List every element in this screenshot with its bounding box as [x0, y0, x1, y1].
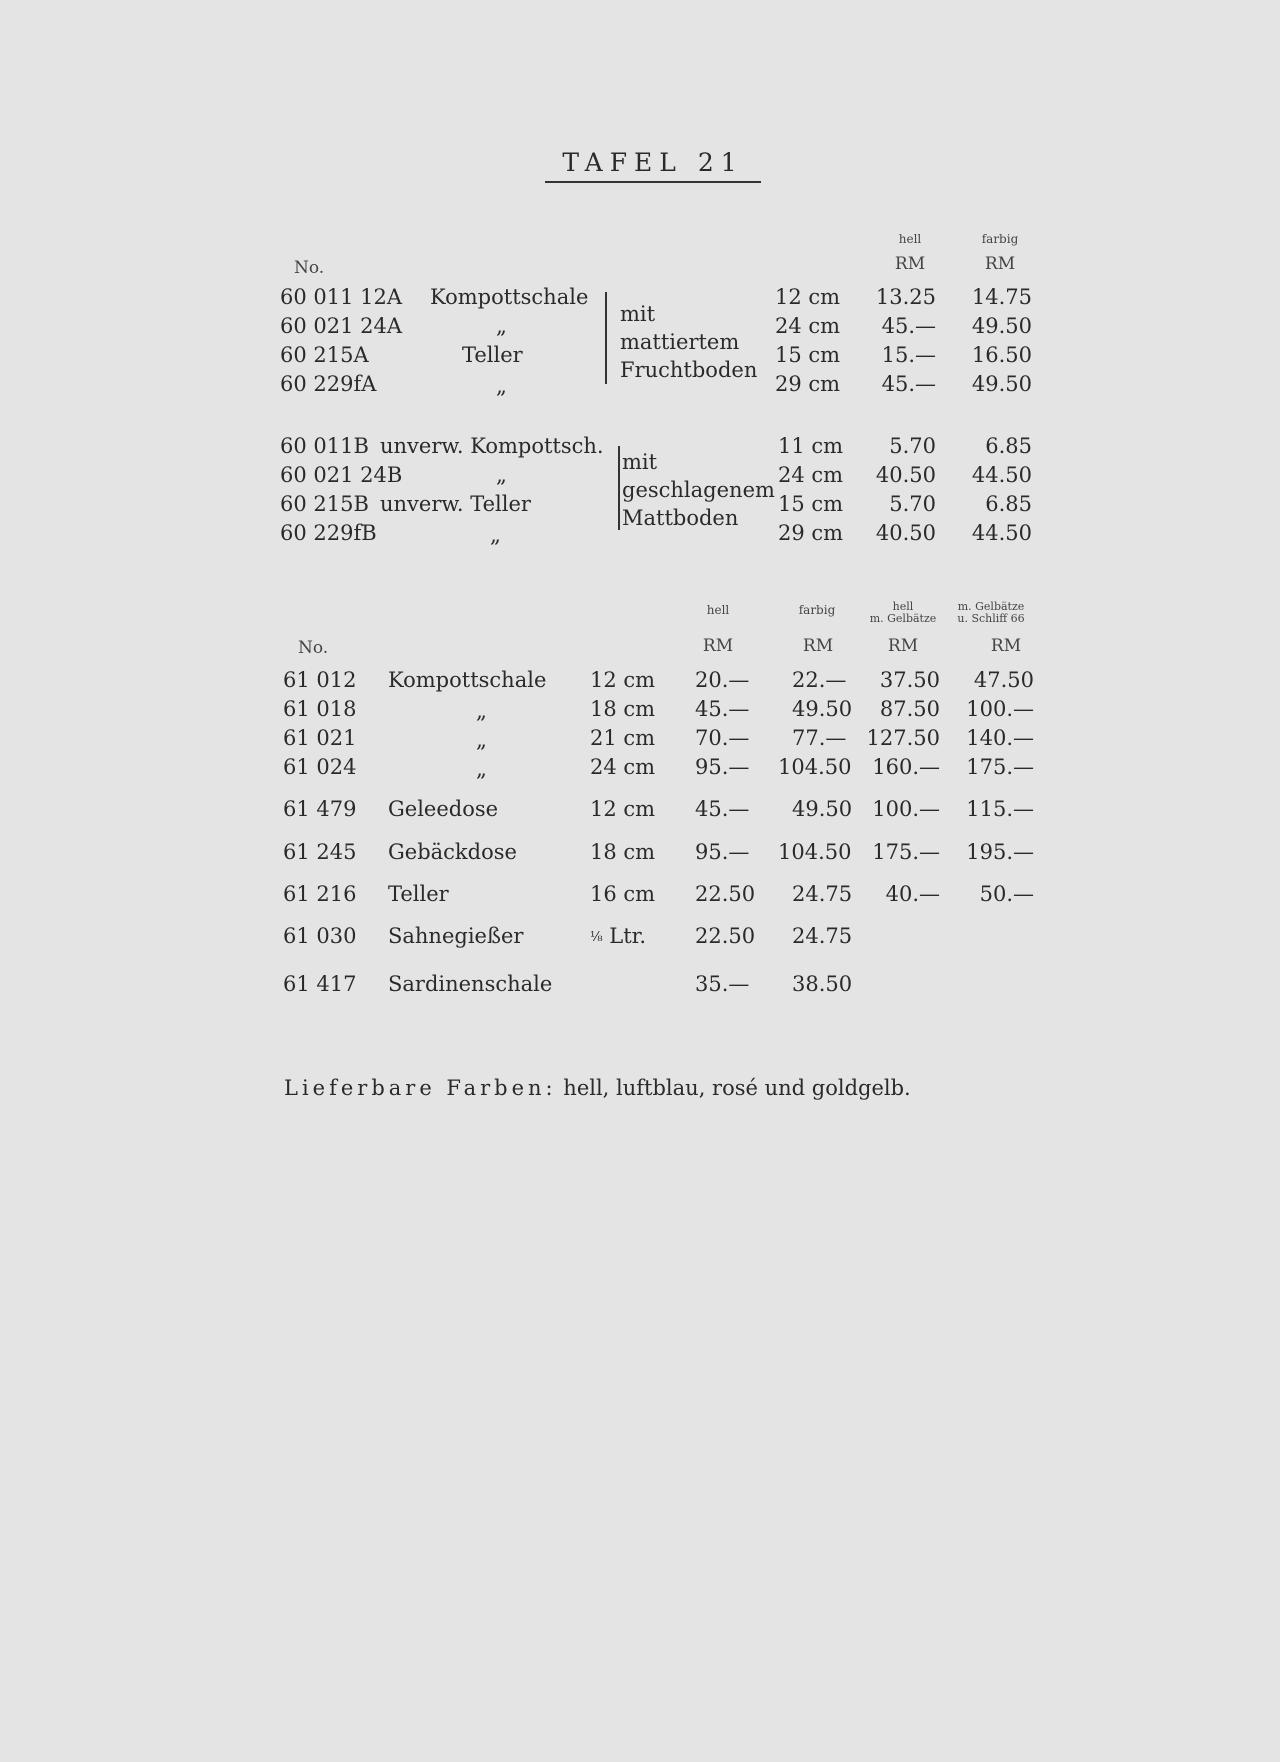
- price-hell: 45.—: [881, 314, 936, 338]
- ditto-mark: „: [496, 463, 507, 487]
- col-header-rm: RM: [802, 636, 834, 656]
- price-hell-gelbaetze: 160.—: [872, 755, 940, 779]
- price-farbig: 49.50: [971, 372, 1032, 396]
- item-name: Kompottschale: [430, 285, 589, 309]
- price-hell: 22.50: [695, 924, 756, 948]
- ditto-mark: „: [490, 523, 501, 547]
- item-number: 61 216: [283, 882, 357, 906]
- price-farbig: 24.75: [792, 924, 853, 948]
- col-header-hell: hell: [898, 232, 922, 246]
- group-note-line: geschlagenem: [622, 478, 775, 502]
- col-header-no: No.: [294, 258, 325, 278]
- item-size: 24 cm: [590, 755, 656, 779]
- group-note-line: mattiertem: [620, 330, 740, 354]
- price-farbig: 104.50: [778, 755, 852, 779]
- price-hell: 5.70: [889, 434, 936, 458]
- item-size: 21 cm: [590, 726, 656, 750]
- price-hell: 5.70: [889, 492, 936, 516]
- col-header-line: u. Schliff 66: [957, 612, 1025, 625]
- item-number: 60 011 12A: [280, 285, 403, 309]
- price-farbig: 49.50: [971, 314, 1032, 338]
- item-size: 11 cm: [778, 434, 844, 458]
- price-farbig: 77.—: [792, 726, 847, 750]
- col-header-line: m. Gelbätze: [869, 612, 937, 625]
- col-header-gelbaetze-schliff: [946, 601, 1036, 625]
- price-hell: 40.50: [875, 463, 936, 487]
- item-size: 24 cm: [778, 463, 844, 487]
- col-header-no: No.: [298, 638, 329, 658]
- item-size: 15 cm: [778, 492, 844, 516]
- item-number: 61 417: [283, 972, 357, 996]
- item-number: 60 011B: [280, 434, 369, 458]
- group-brace: [618, 446, 620, 530]
- ditto-mark: „: [496, 374, 507, 398]
- available-colors-note: [284, 1076, 911, 1100]
- item-number: 60 229fA: [280, 372, 377, 396]
- item-number: 61 479: [283, 797, 357, 821]
- price-farbig: 6.85: [985, 434, 1032, 458]
- col-header-rm: RM: [702, 636, 734, 656]
- price-hell-gelbaetze: 40.—: [885, 882, 940, 906]
- item-size: 18 cm: [590, 840, 656, 864]
- price-hell: 70.—: [695, 726, 750, 750]
- col-header-hell-gelbaetze: [858, 601, 948, 625]
- price-hell: 95.—: [695, 840, 750, 864]
- price-gelbaetze-schliff: 195.—: [966, 840, 1034, 864]
- price-farbig: 38.50: [792, 972, 853, 996]
- price-gelbaetze-schliff: 100.—: [966, 697, 1034, 721]
- price-farbig: 24.75: [792, 882, 853, 906]
- price-gelbaetze-schliff: 175.—: [966, 755, 1034, 779]
- price-gelbaetze-schliff: 50.—: [979, 882, 1034, 906]
- price-farbig: 22.—: [792, 668, 847, 692]
- item-number: 61 012: [283, 668, 357, 692]
- group-note-line: mit: [620, 302, 656, 326]
- item-number: 60 021 24A: [280, 314, 403, 338]
- item-name: Kompottschale: [388, 668, 547, 692]
- item-size: 15 cm: [775, 343, 841, 367]
- item-size: 29 cm: [775, 372, 841, 396]
- price-hell: 15.—: [881, 343, 936, 367]
- price-hell: 45.—: [881, 372, 936, 396]
- price-hell-gelbaetze: 87.50: [879, 697, 940, 721]
- price-farbig: 14.75: [971, 285, 1032, 309]
- item-size: 29 cm: [778, 521, 844, 545]
- col-header-rm: RM: [984, 254, 1016, 274]
- price-farbig: 49.50: [792, 797, 853, 821]
- item-number: 60 021 24B: [280, 463, 403, 487]
- price-hell: 40.50: [875, 521, 936, 545]
- size-unit: Ltr.: [609, 924, 647, 948]
- price-farbig: 49.50: [792, 697, 853, 721]
- group-note-line: mit: [622, 450, 658, 474]
- price-farbig: 44.50: [971, 521, 1032, 545]
- price-hell: 20.—: [695, 668, 750, 692]
- group-note-line: Fruchtboden: [620, 358, 758, 382]
- col-header-hell: hell: [706, 603, 730, 617]
- available-colors-text: hell, luftblau, rosé und goldgelb.: [563, 1076, 911, 1100]
- col-header-rm: RM: [887, 636, 919, 656]
- price-hell: 45.—: [695, 797, 750, 821]
- price-hell-gelbaetze: 100.—: [872, 797, 940, 821]
- page-title: TAFEL 21: [545, 148, 761, 183]
- item-name: Sardinenschale: [388, 972, 553, 996]
- item-name: Geleedose: [388, 797, 499, 821]
- price-gelbaetze-schliff: 140.—: [966, 726, 1034, 750]
- item-name: Teller: [388, 882, 449, 906]
- price-gelbaetze-schliff: 115.—: [966, 797, 1034, 821]
- col-header-line: hell: [892, 600, 914, 613]
- item-number: 60 229fB: [280, 521, 377, 545]
- item-number: 61 018: [283, 697, 357, 721]
- price-hell-gelbaetze: 175.—: [872, 840, 940, 864]
- price-hell-gelbaetze: 127.50: [866, 726, 940, 750]
- ditto-mark: „: [476, 728, 487, 752]
- price-farbig: 16.50: [971, 343, 1032, 367]
- price-hell: 95.—: [695, 755, 750, 779]
- price-farbig: 6.85: [985, 492, 1032, 516]
- price-farbig: 44.50: [971, 463, 1032, 487]
- col-header-rm: RM: [990, 636, 1022, 656]
- item-number: 61 024: [283, 755, 357, 779]
- ditto-mark: „: [496, 314, 507, 338]
- item-size: 24 cm: [775, 314, 841, 338]
- price-hell: 45.—: [695, 697, 750, 721]
- item-size: 12 cm: [590, 797, 656, 821]
- group-note-line: Mattboden: [622, 506, 739, 530]
- price-hell: 35.—: [695, 972, 750, 996]
- item-name: unverw. Kompottsch.: [380, 434, 604, 458]
- item-number: 61 021: [283, 726, 357, 750]
- item-name: unverw. Teller: [380, 492, 531, 516]
- col-header-rm: RM: [894, 254, 926, 274]
- item-name: Teller: [462, 343, 523, 367]
- item-number: 60 215B: [280, 492, 369, 516]
- item-size: 16 cm: [590, 882, 656, 906]
- price-hell: 22.50: [695, 882, 756, 906]
- size-fraction: ⅛: [590, 930, 603, 945]
- group-brace: [605, 292, 607, 384]
- ditto-mark: „: [476, 699, 487, 723]
- item-number: 60 215A: [280, 343, 369, 367]
- item-name: Gebäckdose: [388, 840, 517, 864]
- item-name: Sahnegießer: [388, 924, 524, 948]
- col-header-farbig: farbig: [798, 603, 836, 617]
- price-hell: 13.25: [875, 285, 936, 309]
- item-size: 18 cm: [590, 697, 656, 721]
- item-size: 12 cm: [775, 285, 841, 309]
- item-number: 61 245: [283, 840, 357, 864]
- group-note: [620, 300, 757, 384]
- item-size: [590, 924, 646, 948]
- item-size: 12 cm: [590, 668, 656, 692]
- price-farbig: 104.50: [778, 840, 852, 864]
- group-note: [622, 448, 775, 532]
- item-number: 61 030: [283, 924, 357, 948]
- col-header-line: m. Gelbätze: [957, 600, 1025, 613]
- price-hell-gelbaetze: 37.50: [879, 668, 940, 692]
- ditto-mark: „: [476, 757, 487, 781]
- available-colors-label: Lieferbare Farben:: [284, 1076, 557, 1100]
- price-gelbaetze-schliff: 47.50: [973, 668, 1034, 692]
- col-header-farbig: farbig: [981, 232, 1019, 246]
